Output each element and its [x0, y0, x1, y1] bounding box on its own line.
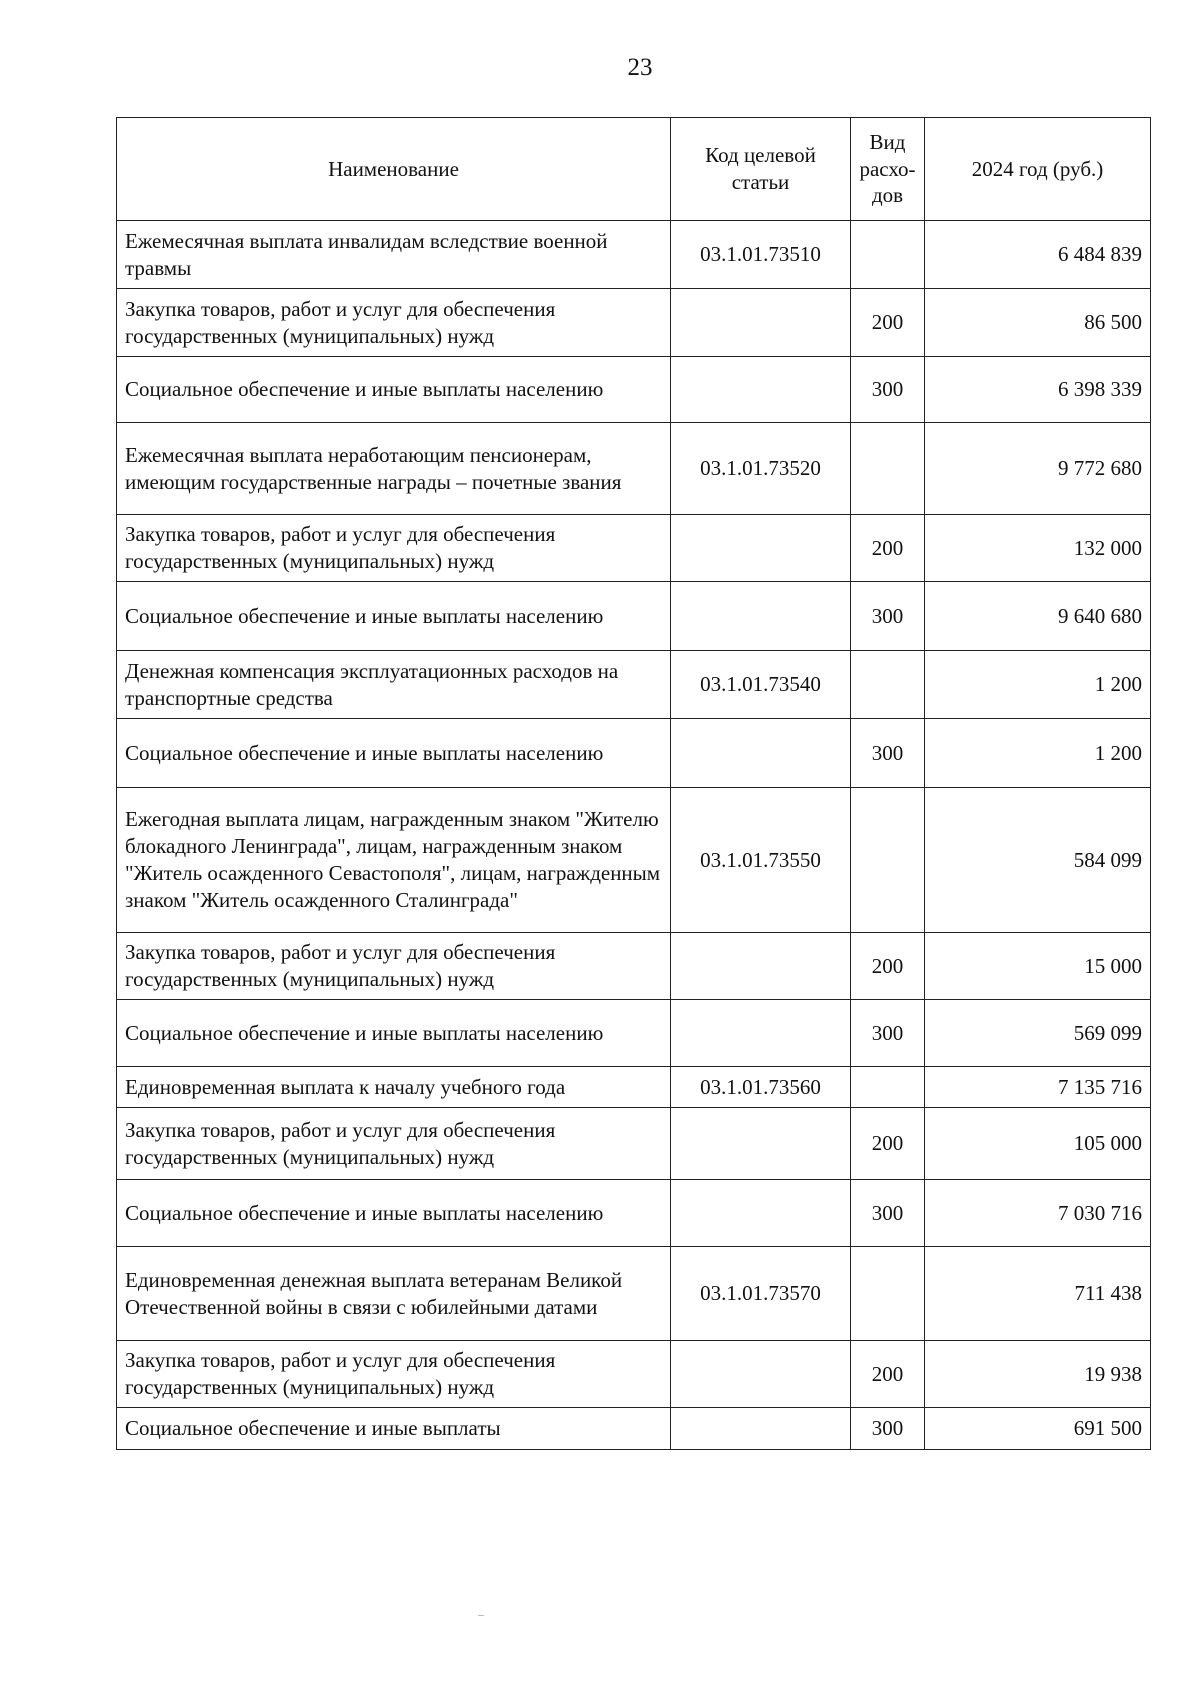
cell-amount: 19 938: [925, 1341, 1151, 1408]
cell-amount: 132 000: [925, 515, 1151, 582]
cell-name: Социальное обеспечение и иные выплаты населению: [117, 1000, 671, 1067]
table-body: [117, 221, 1151, 1450]
table-row: [117, 651, 1151, 719]
cell-code: [671, 933, 851, 1000]
cell-type: 300: [851, 1000, 925, 1067]
cell-amount: 1 200: [925, 651, 1151, 719]
cell-code: 03.1.01.73550: [671, 788, 851, 933]
cell-type: 300: [851, 582, 925, 651]
cell-amount: 9 772 680: [925, 423, 1151, 515]
header-code: Код целевой статьи: [671, 118, 851, 221]
table-header: [117, 118, 1151, 221]
table-row: [117, 515, 1151, 582]
cell-code: [671, 357, 851, 423]
table-row: [117, 1341, 1151, 1408]
table-row: [117, 788, 1151, 933]
table-row: [117, 357, 1151, 423]
cell-code: [671, 1180, 851, 1247]
cell-name: Ежемесячная выплата неработающим пенсионерам, имеющим государственные награды – почетные звания: [117, 423, 671, 515]
cell-name: Социальное обеспечение и иные выплаты населению: [117, 719, 671, 788]
cell-code: 03.1.01.73570: [671, 1247, 851, 1341]
cell-type: 200: [851, 289, 925, 357]
cell-type: 300: [851, 1180, 925, 1247]
cell-code: [671, 515, 851, 582]
cell-type: 300: [851, 1408, 925, 1450]
table-row: [117, 289, 1151, 357]
cell-name: Закупка товаров, работ и услуг для обеспечения государственных (муниципальных) нужд: [117, 1341, 671, 1408]
cell-name: Социальное обеспечение и иные выплаты: [117, 1408, 671, 1450]
cell-name: Единовременная денежная выплата ветеранам Великой Отечественной войны в связи с юбилейными датами: [117, 1247, 671, 1341]
cell-name: Закупка товаров, работ и услуг для обеспечения государственных (муниципальных) нужд: [117, 933, 671, 1000]
cell-amount: 9 640 680: [925, 582, 1151, 651]
cell-code: 03.1.01.73560: [671, 1067, 851, 1108]
cell-amount: 7 030 716: [925, 1180, 1151, 1247]
cell-type: 200: [851, 933, 925, 1000]
cell-code: 03.1.01.73510: [671, 221, 851, 289]
cell-name: Ежемесячная выплата инвалидам вследствие военной травмы: [117, 221, 671, 289]
cell-type: 200: [851, 515, 925, 582]
cell-amount: 15 000: [925, 933, 1151, 1000]
cell-type: [851, 1067, 925, 1108]
page-number: 23: [627, 54, 653, 81]
cell-type: [851, 423, 925, 515]
table-row: [117, 1108, 1151, 1180]
cell-code: [671, 1408, 851, 1450]
cell-name: Социальное обеспечение и иные выплаты населению: [117, 1180, 671, 1247]
header-amount: 2024 год (руб.): [925, 118, 1151, 221]
cell-amount: 1 200: [925, 719, 1151, 788]
cell-code: [671, 719, 851, 788]
scan-mark: [478, 1615, 484, 1616]
cell-amount: 7 135 716: [925, 1067, 1151, 1108]
table-row: [117, 582, 1151, 651]
cell-amount: 6 398 339: [925, 357, 1151, 423]
cell-amount: 569 099: [925, 1000, 1151, 1067]
cell-code: [671, 1000, 851, 1067]
cell-amount: 86 500: [925, 289, 1151, 357]
table-row: [117, 933, 1151, 1000]
table-row: [117, 719, 1151, 788]
cell-code: 03.1.01.73540: [671, 651, 851, 719]
cell-name: Денежная компенсация эксплуатационных расходов на транспортные средства: [117, 651, 671, 719]
cell-amount: 691 500: [925, 1408, 1151, 1450]
table-row: [117, 1180, 1151, 1247]
table-row: [117, 221, 1151, 289]
table-row: [117, 1408, 1151, 1450]
cell-type: 300: [851, 357, 925, 423]
cell-amount: 584 099: [925, 788, 1151, 933]
table-row: [117, 1067, 1151, 1108]
header-name: Наименование: [117, 118, 671, 221]
cell-type: 200: [851, 1341, 925, 1408]
cell-code: [671, 1108, 851, 1180]
budget-table: [116, 117, 1151, 1450]
cell-name: Закупка товаров, работ и услуг для обеспечения государственных (муниципальных) нужд: [117, 1108, 671, 1180]
cell-name: Социальное обеспечение и иные выплаты населению: [117, 582, 671, 651]
cell-name: Социальное обеспечение и иные выплаты населению: [117, 357, 671, 423]
cell-type: [851, 788, 925, 933]
table-row: [117, 1000, 1151, 1067]
cell-code: [671, 289, 851, 357]
header-type: Вид расхо-дов: [851, 118, 925, 221]
cell-type: 300: [851, 719, 925, 788]
cell-type: [851, 651, 925, 719]
cell-type: [851, 1247, 925, 1341]
cell-name: Закупка товаров, работ и услуг для обеспечения государственных (муниципальных) нужд: [117, 515, 671, 582]
cell-amount: 711 438: [925, 1247, 1151, 1341]
table-row: [117, 1247, 1151, 1341]
cell-code: [671, 582, 851, 651]
cell-code: 03.1.01.73520: [671, 423, 851, 515]
cell-amount: 6 484 839: [925, 221, 1151, 289]
cell-name: Закупка товаров, работ и услуг для обеспечения государственных (муниципальных) нужд: [117, 289, 671, 357]
table-row: [117, 423, 1151, 515]
cell-name: Единовременная выплата к началу учебного года: [117, 1067, 671, 1108]
header-row: [117, 118, 1151, 221]
cell-type: [851, 221, 925, 289]
cell-amount: 105 000: [925, 1108, 1151, 1180]
cell-name: Ежегодная выплата лицам, награжденным знаком "Жителю блокадного Ленинграда", лицам, награжденным знаком "Житель осажденного Севастополя", лицам, награжденным знаком "Житель осажденного Сталинграда": [117, 788, 671, 933]
cell-code: [671, 1341, 851, 1408]
cell-type: 200: [851, 1108, 925, 1180]
